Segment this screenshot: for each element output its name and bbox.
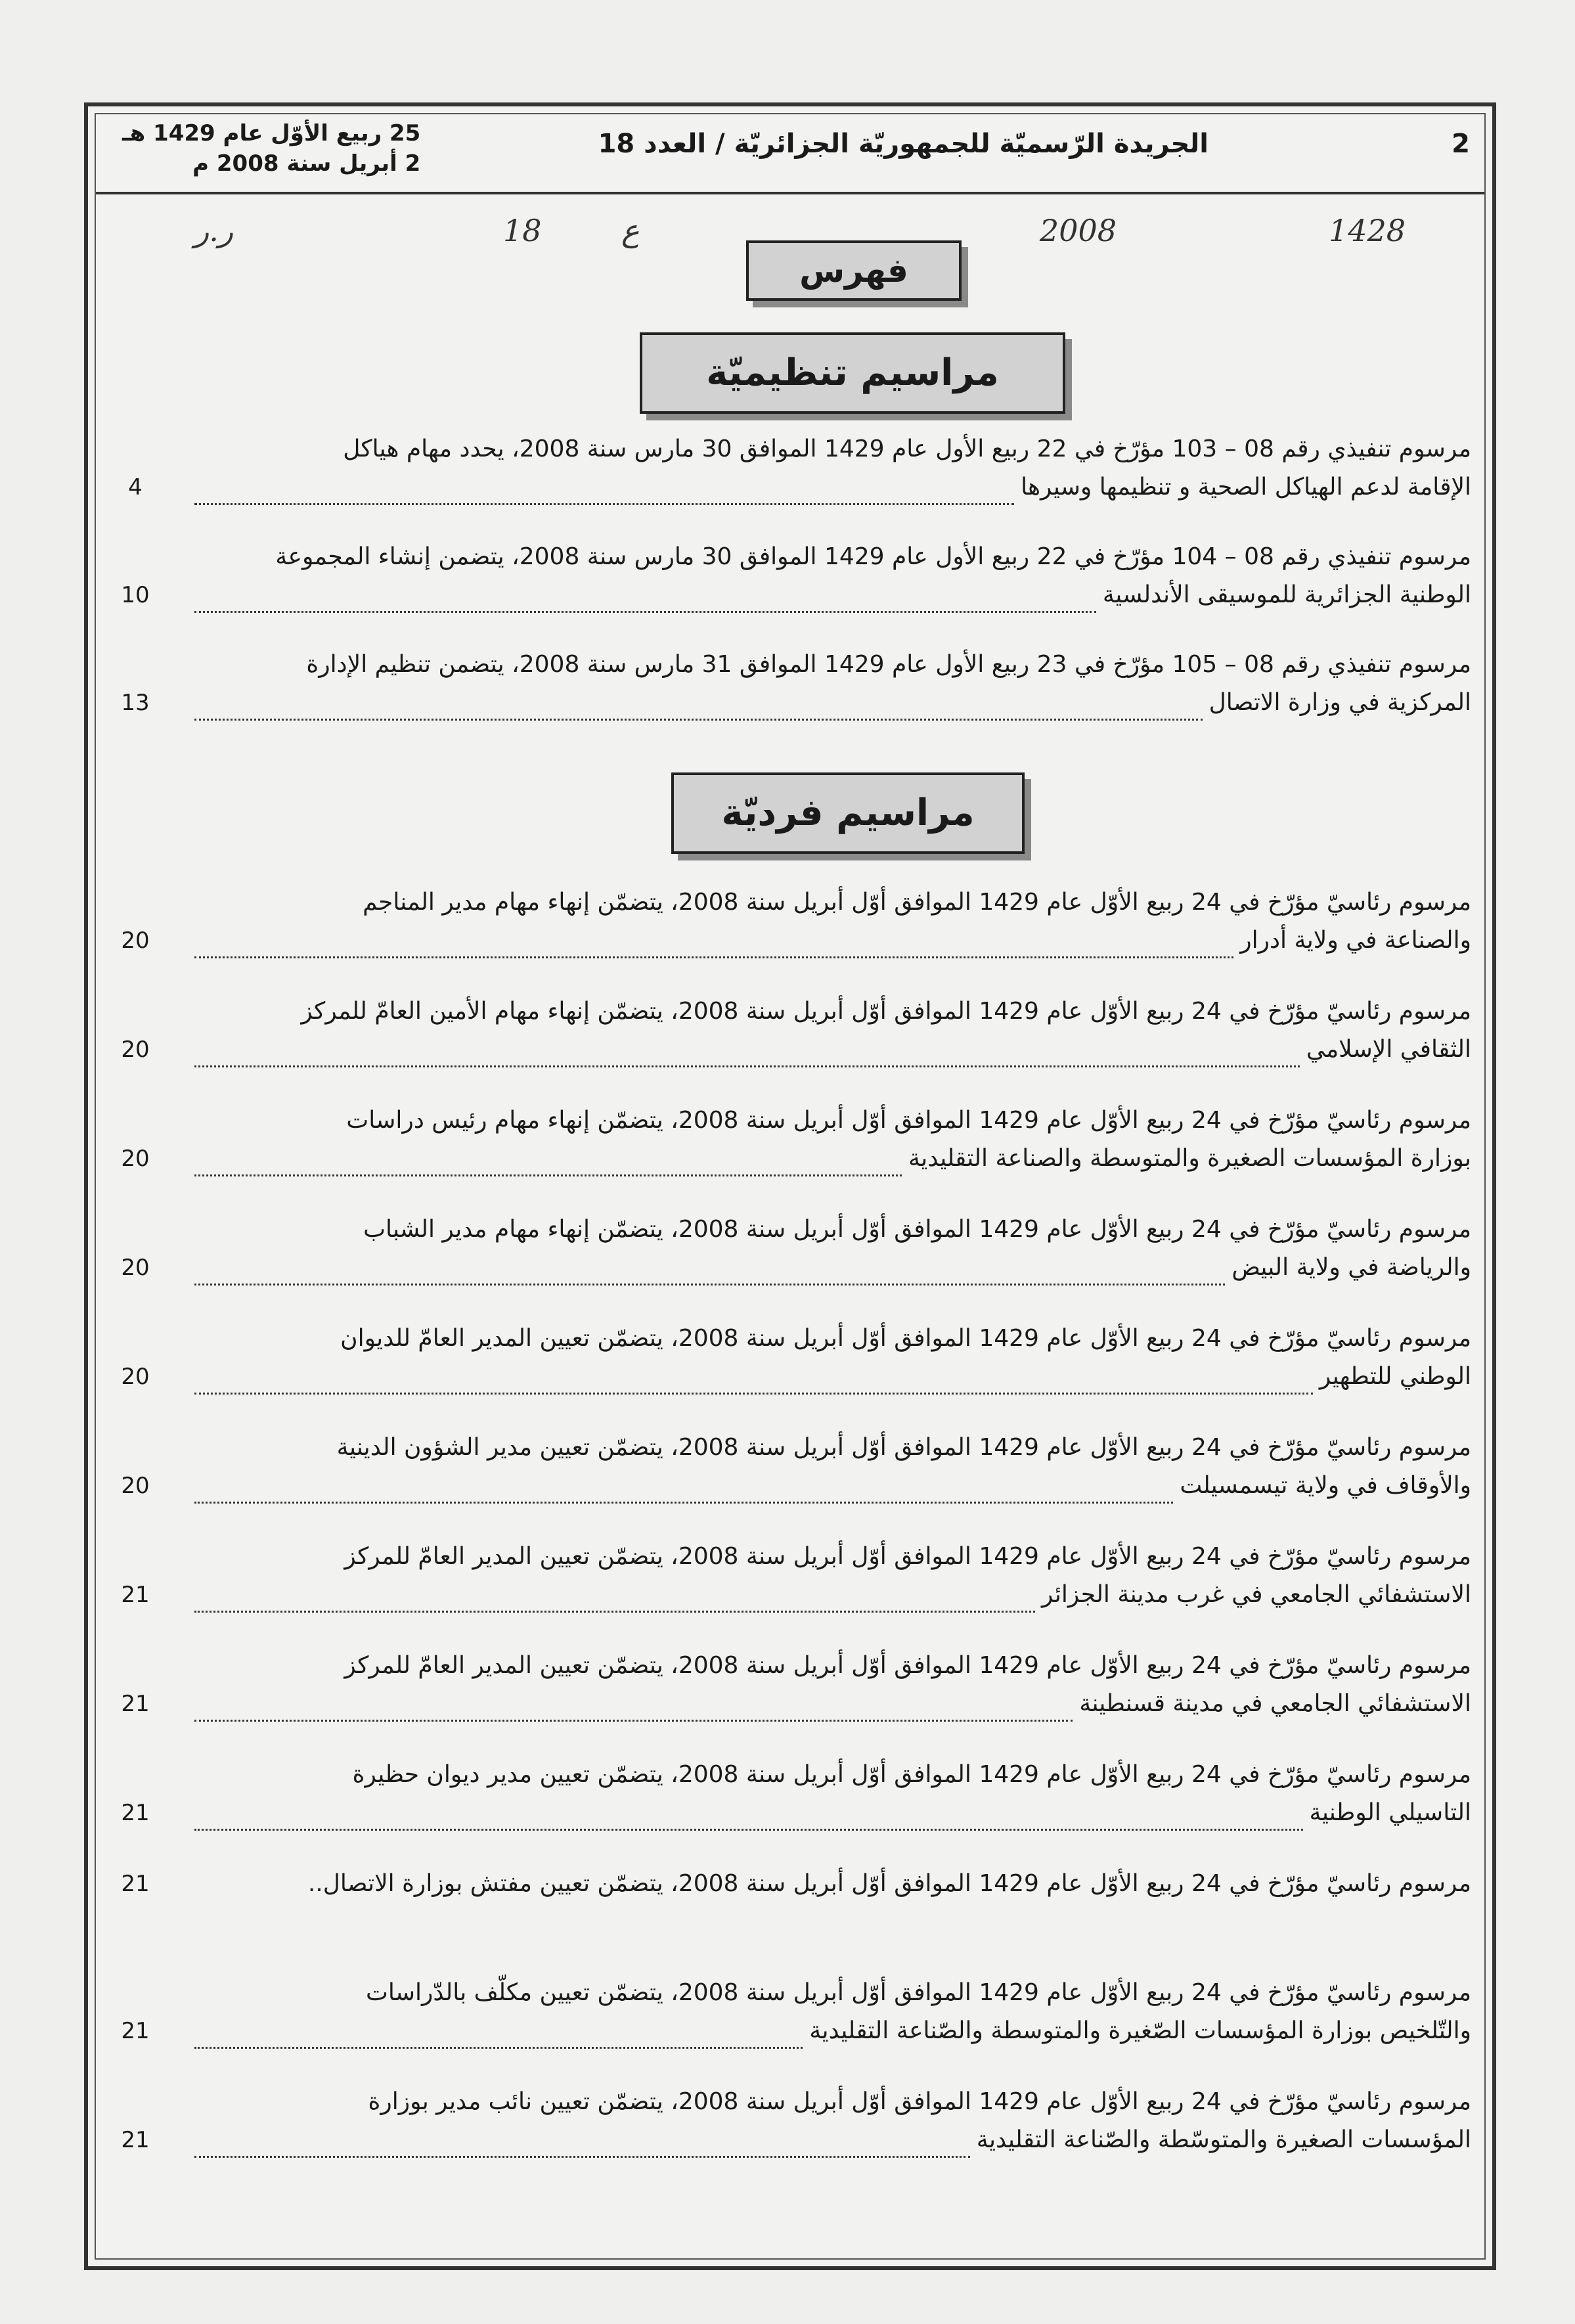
entry-page-number: 21 — [121, 1691, 150, 1717]
entry-page-number: 21 — [121, 1582, 150, 1608]
entry-page-number: 21 — [121, 1871, 150, 1897]
entry-text-line2: التاسيلي الوطنية — [1309, 1799, 1471, 1826]
entry-page-number: 13 — [121, 690, 150, 716]
journal-title: الجريدة الرّسميّة للجمهوريّة الجزائريّة / العدد 18 — [598, 129, 1209, 159]
page-header — [96, 114, 1484, 194]
leader-dots — [194, 687, 1203, 721]
leader-dots — [194, 1034, 1300, 1067]
entry-page-number: 10 — [121, 582, 150, 608]
leader-dots — [194, 925, 1233, 958]
leader-dots — [194, 1252, 1225, 1285]
regulatory-decrees-title: مراسيم تنظيميّة — [640, 332, 1065, 414]
leader-dots — [194, 2015, 803, 2049]
leader-dots — [194, 1361, 1313, 1395]
entry-text-line1: مرسوم رئاسيّ مؤرّخ في 24 ربيع الأوّل عام 1429 الموافق أوّل أبريل سنة 2008، يتضمّن تعيين مدير الشؤون الدينية — [336, 1434, 1471, 1461]
page-inner-border — [95, 113, 1486, 2260]
leader-dots — [194, 579, 1096, 613]
handwritten-note: ر.ر — [194, 213, 234, 248]
entry-text-line1: مرسوم رئاسيّ مؤرّخ في 24 ربيع الأوّل عام 1429 الموافق أوّل أبريل سنة 2008، يتضمّن تعيين المدير العامّ للديوان — [340, 1325, 1471, 1352]
entry-page-number: 20 — [121, 1255, 150, 1281]
entry-text-line2: الإقامة لدعم الهياكل الصحية و تنظيمها وسيرها — [1021, 474, 1471, 501]
leader-dots — [194, 1470, 1173, 1504]
toc-entry — [96, 2086, 1484, 2158]
entry-text-line2: الثقافي الإسلامي — [1306, 1036, 1471, 1063]
entry-text-line2: الوطنية الجزائرية للموسيقى الأندلسية — [1102, 581, 1471, 608]
handwritten-note: 1428 — [1328, 213, 1406, 248]
toc-entry — [96, 1868, 1484, 1940]
toc-entry — [96, 1432, 1484, 1504]
entry-text-line1: مرسوم رئاسيّ مؤرّخ في 24 ربيع الأوّل عام 1429 الموافق أوّل أبريل سنة 2008، يتضمّن تعيين مفتش بوزارة الاتصال.. — [307, 1870, 1471, 1897]
leader-dots — [194, 1797, 1303, 1831]
entry-page-number: 20 — [121, 1146, 150, 1172]
entry-page-number: 21 — [121, 2018, 150, 2044]
index-title: فهرس — [746, 240, 962, 301]
toc-entry — [96, 541, 1484, 614]
entry-text-line2: الوطني للتطهير — [1319, 1363, 1471, 1390]
entry-text-line2: والتّلخيص بوزارة المؤسسات الصّغيرة والمتوسطة والصّناعة التقليدية — [809, 2017, 1471, 2044]
entry-text-line2: والصناعة في ولاية أدرار — [1240, 927, 1471, 954]
toc-entry — [96, 1541, 1484, 1613]
entry-text-line2: الاستشفائي الجامعي في غرب مدينة الجزائر — [1041, 1581, 1471, 1608]
entry-text-line2: الاستشفائي الجامعي في مدينة قسنطينة — [1079, 1690, 1471, 1717]
page-number: 2 — [1452, 129, 1470, 159]
issue-date — [122, 118, 420, 179]
entry-text-line1: مرسوم رئاسيّ مؤرّخ في 24 ربيع الأوّل عام 1429 الموافق أوّل أبريل سنة 2008، يتضمّن إنهاء مهام مدير الشباب — [363, 1216, 1471, 1243]
entry-page-number: 20 — [121, 1037, 150, 1063]
handwritten-note: 2008 — [1039, 213, 1117, 248]
entry-text-line2: والأوقاف في ولاية تيسمسيلت — [1180, 1472, 1471, 1499]
entry-text-line2: بوزارة المؤسسات الصغيرة والمتوسطة والصناعة التقليدية — [908, 1145, 1471, 1172]
leader-dots — [194, 1688, 1073, 1722]
toc-entry — [96, 1650, 1484, 1722]
entry-page-number: 21 — [121, 1800, 150, 1826]
entry-text-line1: مرسوم رئاسيّ مؤرّخ في 24 ربيع الأوّل عام 1429 الموافق أوّل أبريل سنة 2008، يتضمّن تعيين نائب مدير بوزارة — [368, 2088, 1471, 2115]
entry-page-number: 20 — [121, 1364, 150, 1390]
toc-entry — [96, 1759, 1484, 1831]
toc-entry — [96, 996, 1484, 1068]
leader-dots — [194, 1579, 1035, 1613]
entry-text-line1: مرسوم رئاسيّ مؤرّخ في 24 ربيع الأوّل عام 1429 الموافق أوّل أبريل سنة 2008، يتضمّن إنهاء مهام رئيس دراسات — [346, 1107, 1471, 1134]
individual-decrees-title: مراسيم فرديّة — [671, 772, 1025, 854]
entry-text-line1: مرسوم رئاسيّ مؤرّخ في 24 ربيع الأوّل عام 1429 الموافق أوّل أبريل سنة 2008، يتضمّن إنهاء مهام مدير المناجم — [363, 889, 1471, 916]
date-hijri: 25 ربيع الأوّل عام 1429 هـ — [122, 120, 421, 146]
toc-entry — [96, 1105, 1484, 1177]
entry-text-line1: مرسوم رئاسيّ مؤرّخ في 24 ربيع الأوّل عام 1429 الموافق أوّل أبريل سنة 2008، يتضمّن تعيين مكلّف بالدّراسات — [365, 1979, 1471, 2006]
entry-text-line1: مرسوم تنفيذي رقم 08 – 105 مؤرّخ في 23 ربيع الأول عام 1429 الموافق 31 مارس سنة 2008، يتضمن تنظيم الإدارة — [306, 651, 1471, 678]
handwritten-note: 18 — [503, 213, 542, 248]
toc-entry — [96, 1323, 1484, 1395]
toc-entry — [96, 434, 1484, 506]
entry-page-number: 21 — [121, 2127, 150, 2153]
entry-page-number: 4 — [128, 474, 143, 501]
entry-page-number: 20 — [121, 1473, 150, 1499]
handwritten-note: ع — [621, 213, 640, 248]
entry-text-line2: المؤسسات الصغيرة والمتوسّطة والصّناعة التقليدية — [976, 2126, 1471, 2153]
entry-text-line1: مرسوم رئاسيّ مؤرّخ في 24 ربيع الأوّل عام 1429 الموافق أوّل أبريل سنة 2008، يتضمّن تعيين مدير ديوان حظيرة — [352, 1761, 1471, 1788]
entry-text-line1: مرسوم رئاسيّ مؤرّخ في 24 ربيع الأوّل عام 1429 الموافق أوّل أبريل سنة 2008، يتضمّن إنهاء مهام الأمين العامّ للمركز — [301, 998, 1471, 1025]
toc-entry — [96, 649, 1484, 721]
entry-text-line1: مرسوم تنفيذي رقم 08 – 104 مؤرّخ في 22 ربيع الأول عام 1429 الموافق 30 مارس سنة 2008، يتضمن إنشاء المجموعة — [275, 543, 1471, 570]
entry-text-line2: المركزية في وزارة الاتصال — [1209, 689, 1471, 716]
entry-page-number: 20 — [121, 927, 150, 954]
leader-dots — [194, 2124, 970, 2158]
leader-dots — [194, 1143, 902, 1176]
entry-text-line1: مرسوم تنفيذي رقم 08 – 103 مؤرّخ في 22 ربيع الأول عام 1429 الموافق 30 مارس سنة 2008، يحدد مهام هياكل — [343, 436, 1471, 462]
toc-entry — [96, 1977, 1484, 2049]
toc-entry — [96, 1214, 1484, 1286]
leader-dots — [194, 472, 1014, 505]
date-gregorian: 2 أبريل سنة 2008 م — [192, 150, 421, 177]
toc-entry — [96, 887, 1484, 959]
entry-text-line2: والرياضة في ولاية البيض — [1231, 1254, 1471, 1281]
entry-text-line1: مرسوم رئاسيّ مؤرّخ في 24 ربيع الأوّل عام 1429 الموافق أوّل أبريل سنة 2008، يتضمّن تعيين المدير العامّ للمركز — [344, 1543, 1471, 1570]
entry-text-line1: مرسوم رئاسيّ مؤرّخ في 24 ربيع الأوّل عام 1429 الموافق أوّل أبريل سنة 2008، يتضمّن تعيين المدير العامّ للمركز — [344, 1652, 1471, 1679]
page-frame — [84, 102, 1496, 2270]
